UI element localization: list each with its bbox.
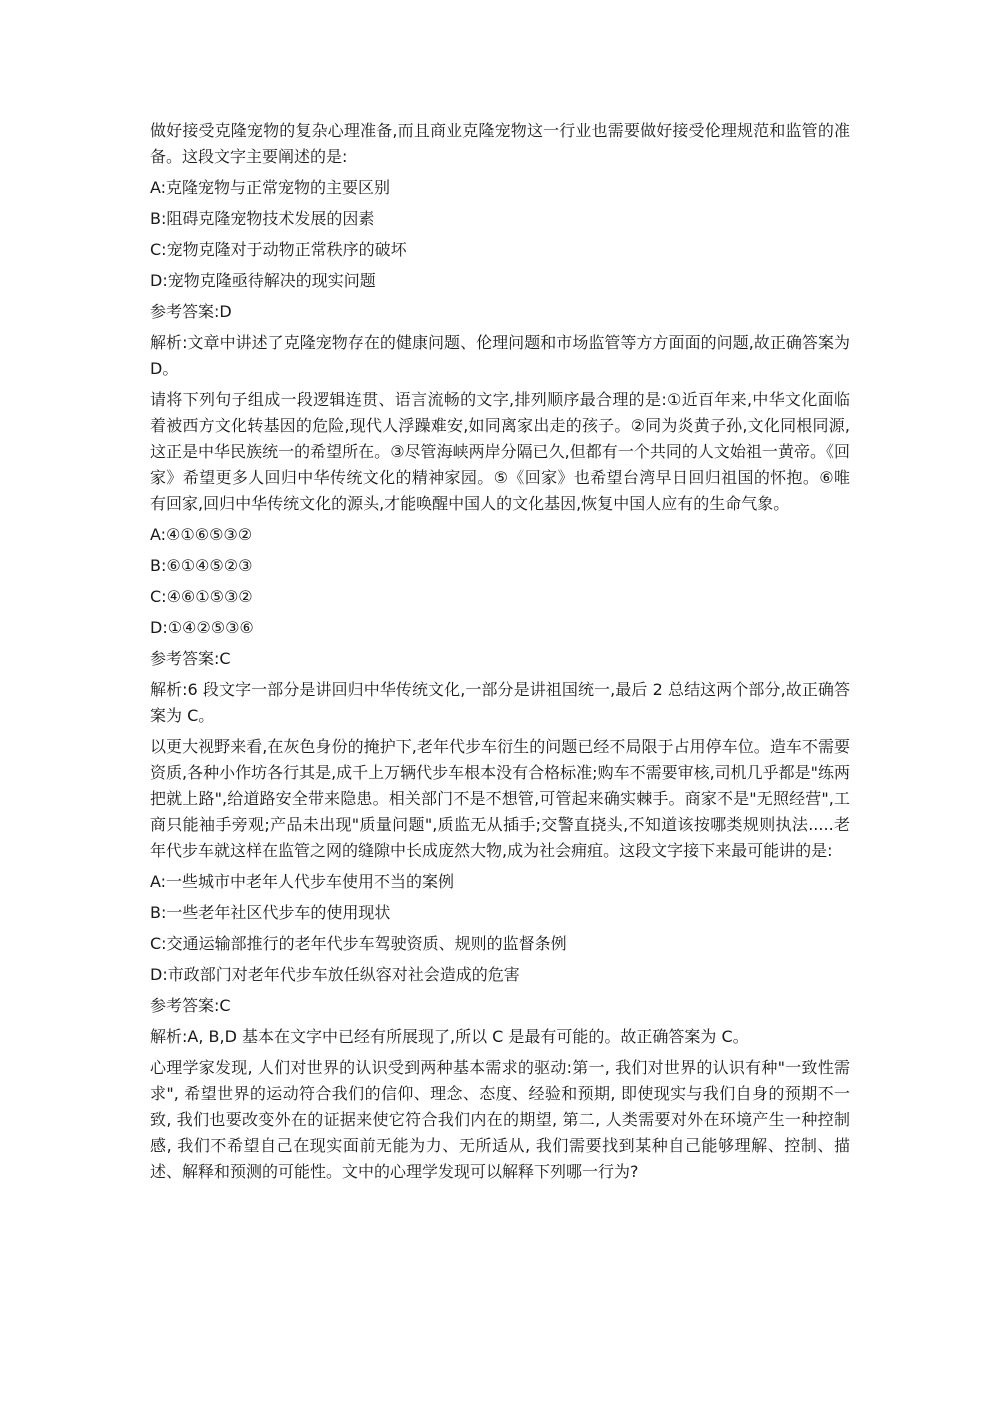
option-d: D:①④②⑤③⑥ <box>150 618 254 637</box>
option-d: D:宠物克隆亟待解决的现实问题 <box>150 271 376 290</box>
option-b: B:⑥①④⑤②③ <box>150 556 253 575</box>
reference-answer: 参考答案:C <box>150 996 231 1015</box>
option-b: B:阻碍克隆宠物技术发展的因素 <box>150 209 375 228</box>
option-c: C:④⑥①⑤③② <box>150 587 253 606</box>
reference-answer: 参考答案:C <box>150 649 231 668</box>
option-b: B:一些老年社区代步车的使用现状 <box>150 903 391 922</box>
option-a: A:一些城市中老年人代步车使用不当的案例 <box>150 872 455 891</box>
option-c: C:交通运输部推行的老年代步车驾驶资质、规则的监督条例 <box>150 934 567 953</box>
explanation: 解析:文章中讲述了克隆宠物存在的健康问题、伦理问题和市场监管等方方面面的问题,故正确答案为 D。 <box>150 333 850 378</box>
document-page <box>150 118 850 1190</box>
option-a: A:④①⑥⑤③② <box>150 525 253 544</box>
option-d: D:市政部门对老年代步车放任纵容对社会造成的危害 <box>150 965 520 984</box>
explanation: 解析:A, B,D 基本在文字中已经有所展现了,所以 C 是最有可能的。故正确答案为 C。 <box>150 1027 749 1046</box>
option-a: A:克隆宠物与正常宠物的主要区别 <box>150 178 391 197</box>
question-stem: 以更大视野来看,在灰色身份的掩护下,老年代步车衍生的问题已经不局限于占用停车位。造车不需要资质,各种小作坊各行其是,成千上万辆代步车根本没有合格标准;购车不需要审核,司机几乎都是"练两把就上路",给道路安全带来隐患。相关部门不是不想管,可管起来确实棘手。商家不是"无照经营",工商只能袖手旁观;产品未出现"质量问题",质监无从插手;交警直挠头,不知道该按哪类规则执法.....老年代步车就这样在监管之网的缝隙中长成庞然大物,成为社会痈疽。这段文字接下来最可能讲的是: <box>150 737 851 860</box>
reference-answer: 参考答案:D <box>150 302 232 321</box>
option-c: C:宠物克隆对于动物正常秩序的破坏 <box>150 240 407 259</box>
question-stem: 心理学家发现, 人们对世界的认识受到两种基本需求的驱动:第一, 我们对世界的认识有种"一致性需求", 希望世界的运动符合我们的信仰、理念、态度、经验和预期, 即使现实与我们自身的预期不一致, 我们也要改变外在的证据来使它符合我们内在的期望, 第二, 人类需要对外在环境产生一种控制感, 我们不希望自己在现实面前无能为力、无所适从, 我们需要找到某种自己能够理解、控制、描述、解释和预测的可能性。文中的心理学发现可以解释下列哪一行为? <box>150 1058 850 1181</box>
question-stem: 请将下列句子组成一段逻辑连贯、语言流畅的文字,排列顺序最合理的是:①近百年来,中华文化面临着被西方文化转基因的危险,现代人浮躁难安,如同离家出走的孩子。②同为炎黄子孙,文化同根同源,这正是中华民族统一的希望所在。③尽管海峡两岸分隔已久,但都有一个共同的人文始祖一黄帝。《回家》希望更多人回归中华传统文化的精神家园。⑤《回家》也希望台湾早日回归祖国的怀抱。⑥唯有回家,回归中华传统文化的源头,才能唤醒中国人的文化基因,恢复中国人应有的生命气象。 <box>150 390 850 513</box>
explanation: 解析:6 段文字一部分是讲回归中华传统文化,一部分是讲祖国统一,最后 2 总结这两个部分,故正确答案为 C。 <box>150 680 850 725</box>
question-stem-continued: 做好接受克隆宠物的复杂心理准备,而且商业克隆宠物这一行业也需要做好接受伦理规范和监管的准备。这段文字主要阐述的是: <box>150 121 850 166</box>
